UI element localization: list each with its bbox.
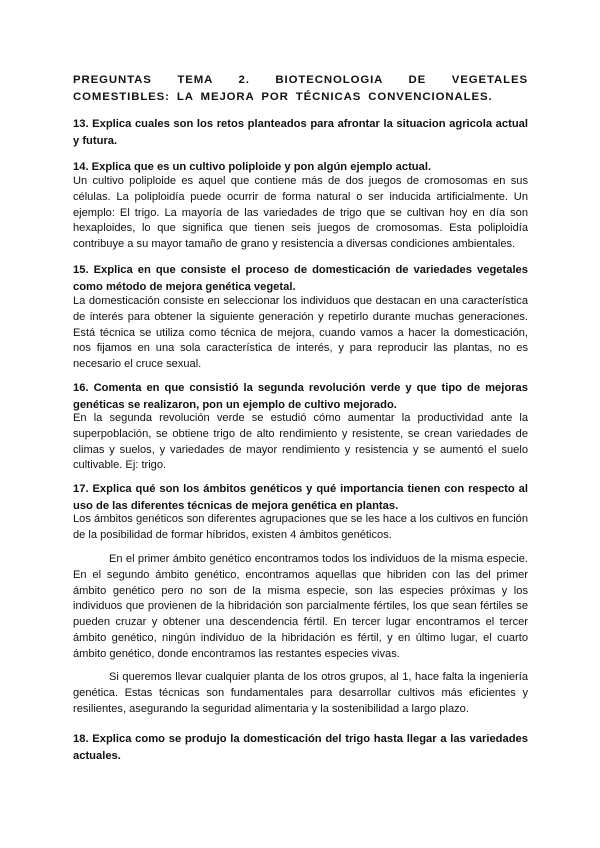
question-18: 18. Explica como se produjo la domesticación del trigo hasta llegar a las variedades actuales.: [73, 733, 528, 762]
document-title: PREGUNTAS TEMA 2. BIOTECNOLOGIA DE VEGETALES COMESTIBLES: LA MEJORA POR TÉCNICAS CONVENCIONALES.: [73, 74, 528, 103]
question-16: 16. Comenta en que consistió la segunda revolución verde y que tipo de mejoras genéticas se realizaron, pon un ejemplo de cultivo mejorado.: [73, 382, 528, 411]
answer-17-paragraph-2: En el primer ámbito genético encontramos todos los individuos de la misma especie. En el segundo ámbito genético, encontramos aquellas que hibriden con las del primer ámbito genético pero no son de la misma especie, son las especies próximas y los individuos que provienen de la hibridación son parcialmente fértiles, los que sean fértiles se pueden cruzar y obtener una descendencia fértil. En tercer lugar encontramos el tercer ámbito genético, ningún individuo de la hibridación es fértil, y en último lugar, el cuarto ámbito genético, donde encontramos las restantes especies vivas.: [73, 553, 528, 660]
answer-14: Un cultivo poliploide es aquel que contiene más de dos juegos de cromosomas en sus células. La poliploidía puede ocurrir de forma natural o ser inducida artificialmente. Un ejemplo: El trigo. La mayoría de las variedades de trigo que se cultivan hoy en día son hexaploides, lo que significa que tienen seis juegos de cromosomas. Esta poliploidía contribuye a su mayor tamaño de grano y resistencia a diversas condiciones ambientales.: [73, 175, 528, 251]
question-17: 17. Explica qué son los ámbitos genéticos y qué importancia tienen con respecto al uso de las diferentes técnicas de mejora genética en plantas.: [73, 483, 528, 512]
answer-17: Los ámbitos genéticos son diferentes agrupaciones que se les hace a los cultivos en función de la posibilidad de formar híbridos, existen 4 ámbitos genéticos.: [73, 513, 528, 541]
answer-17-paragraph-3: Si queremos llevar cualquier planta de los otros grupos, al 1, hace falta la ingeniería genética. Estas técnicas son fundamentales para desarrollar cultivos más eficientes y resilientes, asegurando la seguridad alimentaria y la sostenibilidad a largo plazo.: [73, 671, 528, 715]
question-13: 13. Explica cuales son los retos planteados para afrontar la situacion agricola actual y futura.: [73, 118, 528, 147]
question-14: 14. Explica que es un cultivo poliploide y pon algún ejemplo actual.: [73, 161, 432, 173]
answer-15: La domesticación consiste en seleccionar los individuos que destacan en una característica de interés para obtener la siguiente generación y repetirlo durante muchas generaciones. Está técnica se utiliza como técnica de mejora, cuando vamos a hacer la domesticación, nos fijamos en una sola característica de interés, y para reproducir las plantas, no es necesario el cruce sexual.: [73, 295, 528, 371]
question-15: 15. Explica en que consiste el proceso de domesticación de variedades vegetales como método de mejora genética vegetal.: [73, 264, 528, 293]
answer-16: En la segunda revolución verde se estudió cómo aumentar la productividad ante la superpoblación, se obtiene trigo de alto rendimiento y resistente, se crean variedades de climas y suelos, y variedades de mayor rendimiento y resistencia y se aumentó el suelo cultivable. Ej: trigo.: [73, 412, 528, 472]
